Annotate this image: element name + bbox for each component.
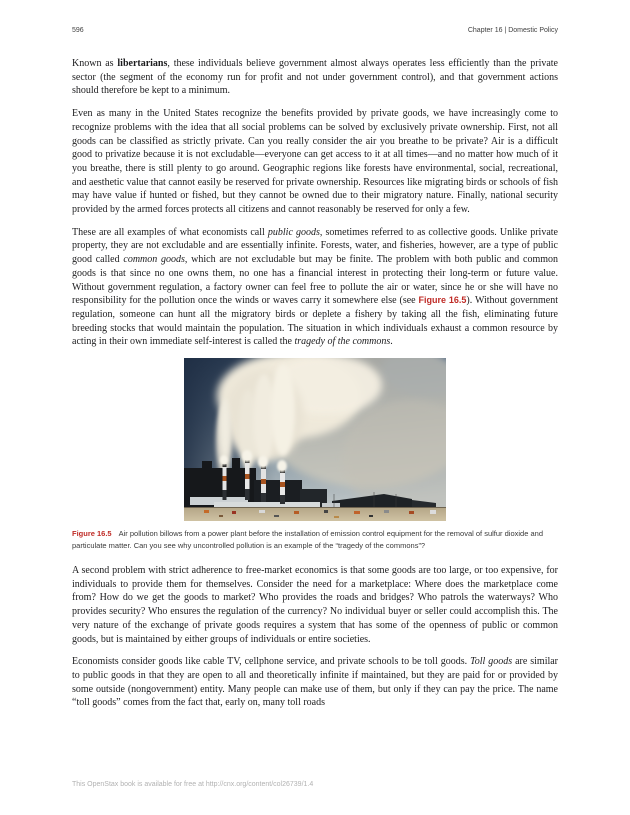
text-run: , sometimes referred to as collective goods. Unlike private property, they are not excludable and are essentially infinite. Forests, water, and fisheries, however, are a type of public good called bbox=[72, 226, 558, 266]
chapter-title: Chapter 16 | Domestic Policy bbox=[467, 27, 558, 34]
term-toll-goods: Toll goods bbox=[470, 656, 513, 668]
paragraph-toll-goods bbox=[72, 655, 558, 710]
openstax-footer-note: This OpenStax book is available for free at http://cnx.org/content/col26739/1.4 bbox=[72, 781, 314, 788]
figure-16-5 bbox=[72, 358, 558, 551]
term-public-goods: public goods bbox=[267, 226, 320, 238]
figure-label: Figure 16.5 bbox=[72, 529, 112, 539]
text-run: Known as bbox=[72, 58, 118, 69]
paragraph-private-goods-problems bbox=[72, 107, 558, 217]
term-tragedy-of-the-commons: tragedy of the commons bbox=[294, 336, 391, 348]
figure-ref-link[interactable]: Figure 16.5 bbox=[418, 295, 467, 306]
term-libertarians: libertarians bbox=[117, 58, 168, 69]
text-run: , these individuals believe government almost always operates less efficiently than the private sector (the segment of the economy run for profit and not under government control), and that government actions should therefore be kept to a minimum. bbox=[72, 58, 559, 97]
text-run: Even as many in the United States recognize the benefits provided by private goods, we have increasingly come to recognize problems with the idea that all social problems can be solved by exclusively private ownership. First, not all goods can be classified as strictly private. Can you really consider the air you breathe to be private? Air is a difficult good to privatize because it is not excludable—everyone can get access to it at all times—and no matter how much of it you breathe, there is still plenty to go around. Geographic regions like forests have environmental, social, recreational, and aesthetic value that cannot easily be reserved for private ownership. Resources like migrating birds or schools of fish may have value if hunted or fished, but they cannot be owned due to their migratory nature. Finally, national security provided by the armed forces protects all citizens and cannot reasonably be reserved for only a few. bbox=[72, 108, 558, 216]
power-plant-smokestacks-illustration bbox=[184, 358, 446, 521]
running-header bbox=[72, 27, 558, 34]
text-run: These are all examples of what economists call bbox=[72, 226, 268, 238]
text-run: are similar to public goods in that they are open to all and theoretically infinite if maintained, but they are paid for or provided by some outside (nongovernment) entity. Many people can make use of them, but only if they can pay the price. The name “toll goods” comes from the fact that, early on, many toll roads bbox=[72, 656, 559, 709]
paragraph-public-common-goods bbox=[72, 226, 558, 349]
text-run: A second problem with strict adherence to free-market economics is that some goods are too large, or too expensive, for individuals to provide them for themselves. Consider the need for a marketplace: Where does the marketplace come from? How do we get the goods to market? Who provides the roads and bridges? Who patrols the waterways? Who provides security? Who ensures the regulation of the currency? No individual buyer or seller could accomplish this. The very nature of the exchange of private goods requires a system that has some of the openness of public or common goods, but is maintained by either groups of individuals or entire societies. bbox=[72, 565, 558, 645]
paragraph-libertarians bbox=[72, 57, 558, 98]
figure-caption bbox=[72, 528, 558, 551]
figure-caption-text: Air pollution billows from a power plant before the installation of emission control equipment for the removal of sulfur dioxide and particulate matter. Can you see why uncontrolled pollution is an example of the “tragedy of the commons”? bbox=[72, 529, 544, 550]
power-plant-photo bbox=[184, 358, 446, 521]
text-run: . bbox=[390, 336, 393, 348]
page-number: 596 bbox=[72, 27, 84, 34]
paragraph-free-market-problem bbox=[72, 564, 558, 646]
text-run: ). Without government regulation, someone can hunt all the migratory birds or deplete a fishery by taking all the fish, eliminating future breeding stocks that would maintain the population. The situation in which individuals exhaust a common resource by acting in their own immediate self-interest is called the bbox=[72, 295, 558, 348]
text-run: , which are not excludable but may be finite. The problem with both public and common goods is that since no one owns them, no one has a financial interest in protecting their long-term or future value. Without government regulation, a factory owner can feel free to pollute the air or water, since he or she will have no responsibility for the pollution once the winds or waves carry it somewhere else (see bbox=[72, 254, 559, 307]
term-common-goods: common goods bbox=[123, 254, 185, 266]
text-run: Economists consider goods like cable TV, cellphone service, and private schools to be toll goods. bbox=[72, 656, 471, 668]
